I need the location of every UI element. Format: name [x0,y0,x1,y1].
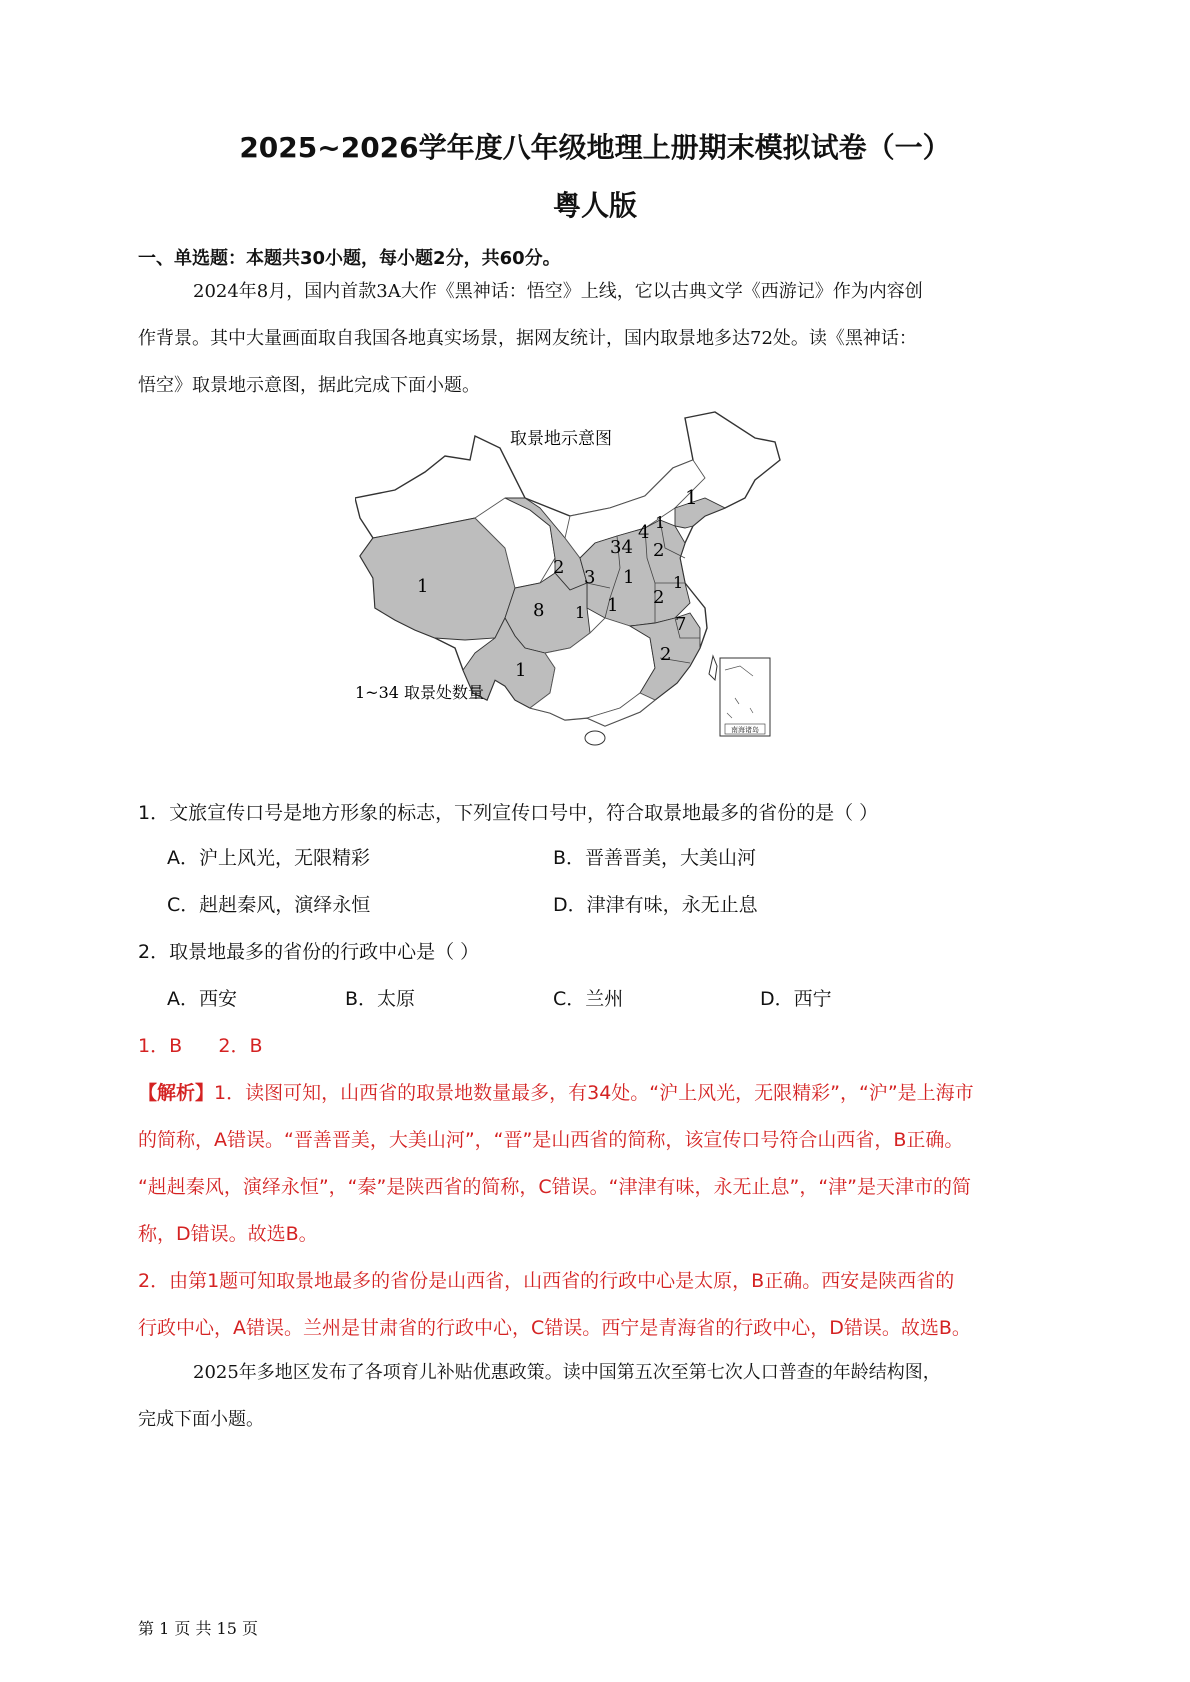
count-zhejiang: 7 [675,614,687,635]
passage1-line2: 作背景。其中大量画面取自我国各地真实场景，据网友统计，国内取景地多达72处。读《黑神话： [138,328,917,349]
count-shaanxi: 3 [584,567,596,588]
map-title: 取景地示意图 [510,429,612,449]
passage1-line1: 2024年8月，国内首款3A大作《黑神话：悟空》上线，它以古典文学《西游记》作为内容创 [193,281,923,302]
page-number: 第 1 页 共 15 页 [138,1619,258,1638]
question1-option-d: D．津津有味，永无止息 [553,894,758,916]
question2-option-a: A．西安 [167,988,237,1010]
answer-key: 1．B 2．B [138,1035,263,1057]
china-map-svg [355,408,835,788]
passage2-line1: 2025年多地区发布了各项育儿补贴优惠政策。读中国第五次至第七次人口普查的年龄结构图， [193,1362,941,1383]
analysis1-line3: “赳赳秦风，演绎永恒”，“秦”是陕西省的简称，C错误。“津津有味，永无止息”，“津”是天津市的简 [138,1176,972,1198]
question1-option-a: A．沪上风光，无限精彩 [167,847,370,869]
question2-stem: 2．取景地最多的省份的行政中心是（ ） [138,941,480,963]
section-heading: 一、单选题：本题共30小题，每小题2分，共60分。 [138,248,561,269]
page-title: 2025~2026学年度八年级地理上册期末模拟试卷（一） [239,131,951,164]
count-tibet: 1 [417,576,429,597]
filming-location-map [355,408,835,788]
passage1-line3: 悟空》取景地示意图，据此完成下面小题。 [138,375,480,396]
count-shandong: 2 [653,540,665,561]
count-liaoning: 1 [685,485,698,509]
hainan-island [585,731,605,745]
analysis2-line1: 2．由第1题可知取景地最多的省份是山西省，山西省的行政中心是太原，B正确。西安是陕西省的 [138,1270,955,1292]
count-sichuan: 8 [533,600,545,621]
count-shanxi: 34 [610,537,633,558]
count-hubei: 1 [607,595,619,616]
analysis-tag: 【解析】 [138,1082,215,1104]
count-yunnan: 1 [515,660,527,681]
map-legend: 1~34 取景处数量 [355,683,485,702]
count-jiangsu: 1 [673,573,684,592]
inset-label: 南海诸岛 [731,726,759,734]
analysis1-line2: 的简称，A错误。“晋善晋美，大美山河”，“晋”是山西省的简称，该宣传口号符合山西省，B正确。 [138,1129,964,1151]
analysis1-line1 [138,1078,974,1105]
province-tibet [360,518,515,640]
count-anhui: 2 [653,587,665,608]
question2-option-d: D．西宁 [760,988,832,1010]
question1-option-b: B．晋善晋美，大美山河 [553,847,757,869]
analysis2-line2: 行政中心，A错误。兰州是甘肃省的行政中心，C错误。西宁是青海省的行政中心，D错误。故选B。 [138,1317,971,1339]
question2-option-c: C．兰州 [553,988,624,1010]
question2-option-b: B．太原 [345,988,416,1010]
passage2-line2: 完成下面小题。 [138,1409,264,1430]
question1-stem: 1．文旅宣传口号是地方形象的标志，下列宣传口号中，符合取景地最多的省份的是（ ） [138,802,879,824]
analysis1-line4: 称，D错误。故选B。 [138,1223,318,1245]
count-henan: 1 [623,567,635,588]
taiwan-island [709,656,717,680]
count-hebei: 4 [638,522,650,543]
count-chongqing: 1 [575,603,586,622]
page-subtitle: 粤人版 [552,189,637,222]
question1-option-c: C．赳赳秦风，演绎永恒 [167,894,371,916]
count-fujian: 2 [660,644,672,665]
count-ningxia: 2 [553,557,565,578]
analysis1-line1-text: 1．读图可知，山西省的取景地数量最多，有34处。“沪上风光，无限精彩”，“沪”是上海市 [214,1082,974,1104]
count-beijing: 1 [655,513,666,532]
